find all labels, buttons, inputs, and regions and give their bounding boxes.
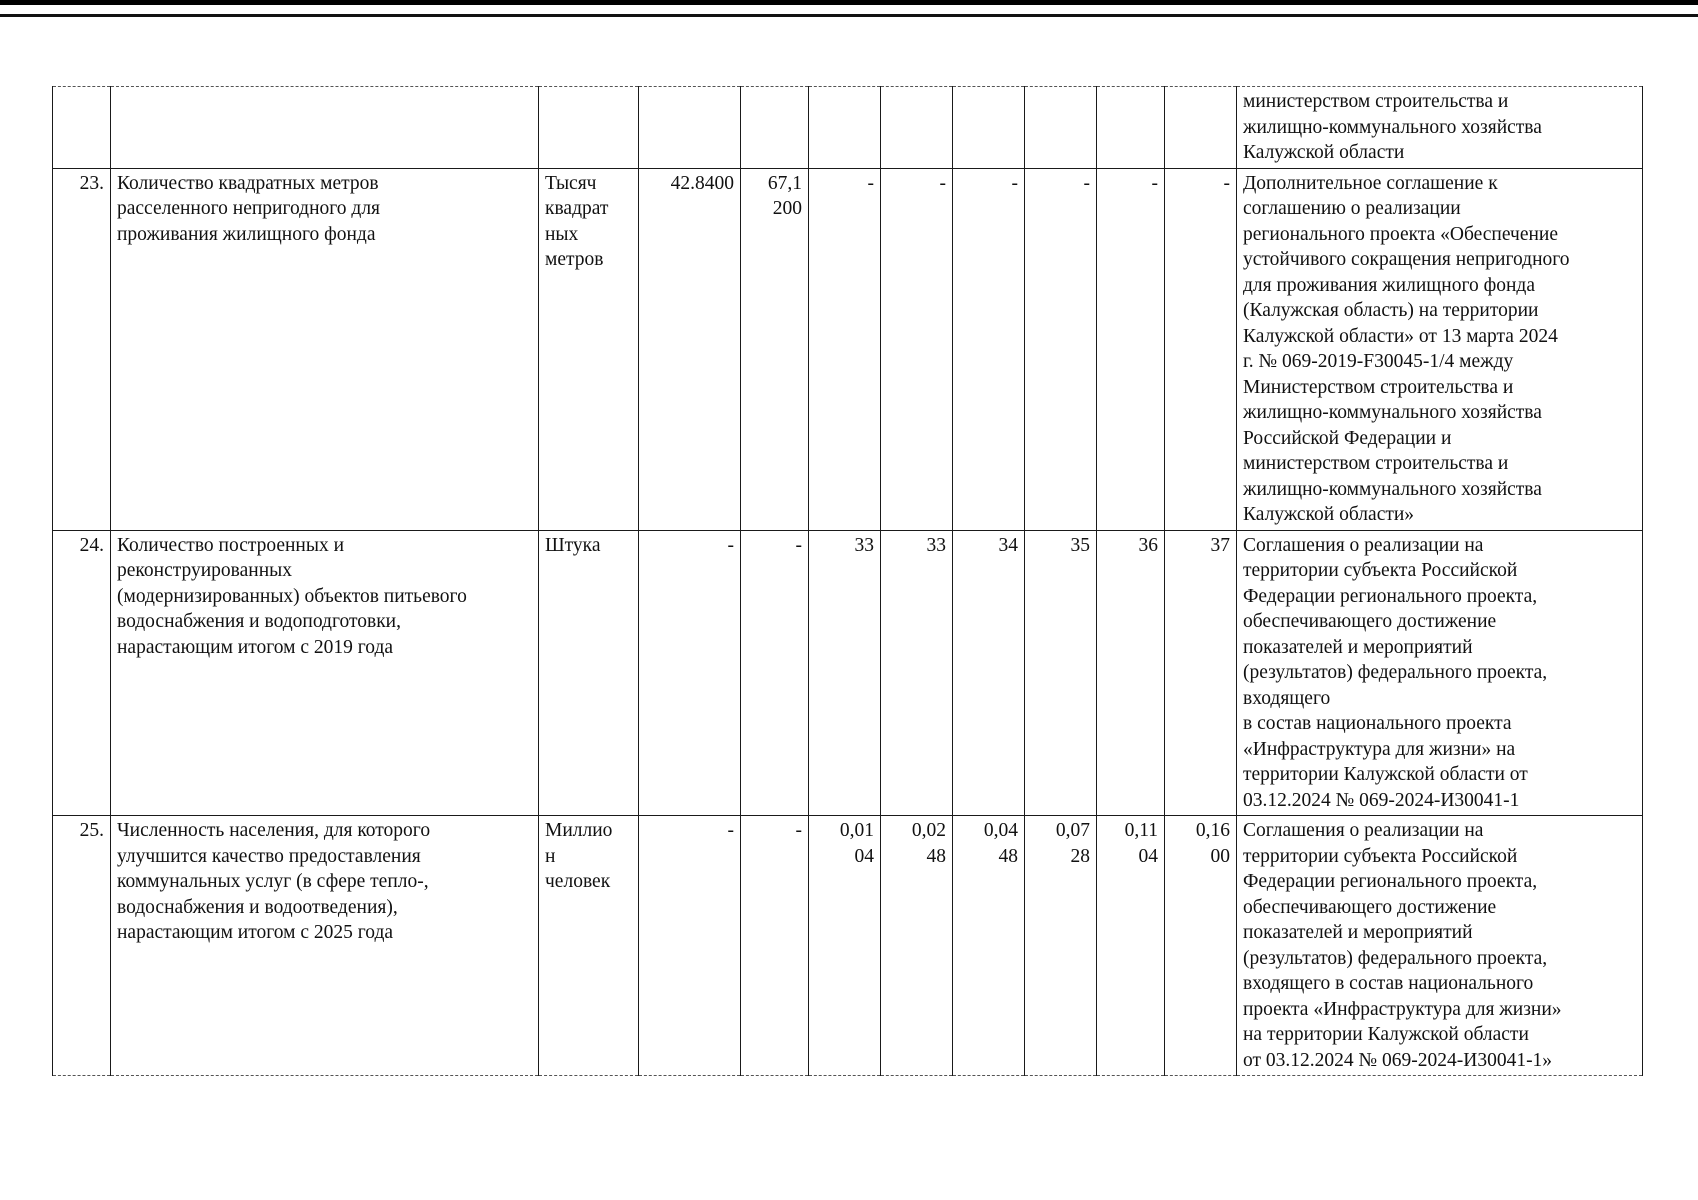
value-cell: - (953, 168, 1025, 530)
row-number (53, 87, 111, 169)
value-cell: - (639, 530, 741, 816)
value-cell: - (1165, 168, 1237, 530)
value-cell: - (741, 530, 809, 816)
table-row (53, 530, 1643, 816)
value-cell: 34 (953, 530, 1025, 816)
value-cell: - (741, 816, 809, 1076)
source-document: министерством строительства и жилищно-коммунального хозяйства Калужской области (1237, 87, 1643, 169)
value-cell: 0,01 04 (809, 816, 881, 1076)
value-cell: - (1097, 168, 1165, 530)
value-cell: - (1025, 168, 1097, 530)
table-row (53, 816, 1643, 1076)
indicator-name: Численность населения, для которого улучшится качество предоставления коммунальных услуг (в сфере тепло-, водоснабжения и водоотведения), нарастающим итогом с 2025 года (111, 816, 539, 1076)
table-row (53, 168, 1643, 530)
value-cell (1025, 87, 1097, 169)
value-cell: 35 (1025, 530, 1097, 816)
value-cell (881, 87, 953, 169)
value-cell: 37 (1165, 530, 1237, 816)
row-number: 25. (53, 816, 111, 1076)
source-document: Дополнительное соглашение к соглашению о реализации регионального проекта «Обеспечение устойчивого сокращения непригодного для проживания жилищного фонда (Калужская область) на территории Калужской области» от 13 марта 2024 г. № 069-2019-F30045-1/4 между Министерством строительства и жилищно-коммунального хозяйства Российской Федерации и министерством строительства и жилищно-коммунального хозяйства Калужской области» (1237, 168, 1643, 530)
value-cell: 36 (1097, 530, 1165, 816)
value-cell: - (881, 168, 953, 530)
indicators-table (52, 86, 1643, 1076)
source-document: Соглашения о реализации на территории субъекта Российской Федерации регионального проекта, обеспечивающего достижение показателей и мероприятий (результатов) федерального проекта, входящего в состав национального проекта «Инфраструктура для жизни» на территории Калужской области от 03.12.2024 № 069-2024-И30041-1 (1237, 530, 1643, 816)
value-cell: - (639, 816, 741, 1076)
value-cell (639, 87, 741, 169)
value-cell: 33 (809, 530, 881, 816)
value-cell: 0,04 48 (953, 816, 1025, 1076)
table-row (53, 87, 1643, 169)
value-cell: 67,1 200 (741, 168, 809, 530)
unit-of-measure: Миллио н человек (539, 816, 639, 1076)
value-cell: 0,07 28 (1025, 816, 1097, 1076)
value-cell: 0,02 48 (881, 816, 953, 1076)
value-cell: - (809, 168, 881, 530)
value-cell: 33 (881, 530, 953, 816)
indicator-name (111, 87, 539, 169)
value-cell (1097, 87, 1165, 169)
value-cell: 0,11 04 (1097, 816, 1165, 1076)
unit-of-measure (539, 87, 639, 169)
value-cell: 42.8400 (639, 168, 741, 530)
indicator-name: Количество построенных и реконструированных (модернизированных) объектов питьевого водоснабжения и водоподготовки, нарастающим итогом с 2019 года (111, 530, 539, 816)
value-cell: 0,16 00 (1165, 816, 1237, 1076)
value-cell (741, 87, 809, 169)
unit-of-measure: Тысяч квадрат ных метров (539, 168, 639, 530)
value-cell (809, 87, 881, 169)
top-border-line-secondary (0, 14, 1698, 17)
value-cell (1165, 87, 1237, 169)
indicator-name: Количество квадратных метров расселенного непригодного для проживания жилищного фонда (111, 168, 539, 530)
top-border-line (0, 0, 1698, 5)
row-number: 23. (53, 168, 111, 530)
unit-of-measure: Штука (539, 530, 639, 816)
row-number: 24. (53, 530, 111, 816)
value-cell (953, 87, 1025, 169)
source-document: Соглашения о реализации на территории субъекта Российской Федерации регионального проекта, обеспечивающего достижение показателей и мероприятий (результатов) федерального проекта, входящего в состав национального проекта «Инфраструктура для жизни» на территории Калужской области от 03.12.2024 № 069-2024-И30041-1» (1237, 816, 1643, 1076)
